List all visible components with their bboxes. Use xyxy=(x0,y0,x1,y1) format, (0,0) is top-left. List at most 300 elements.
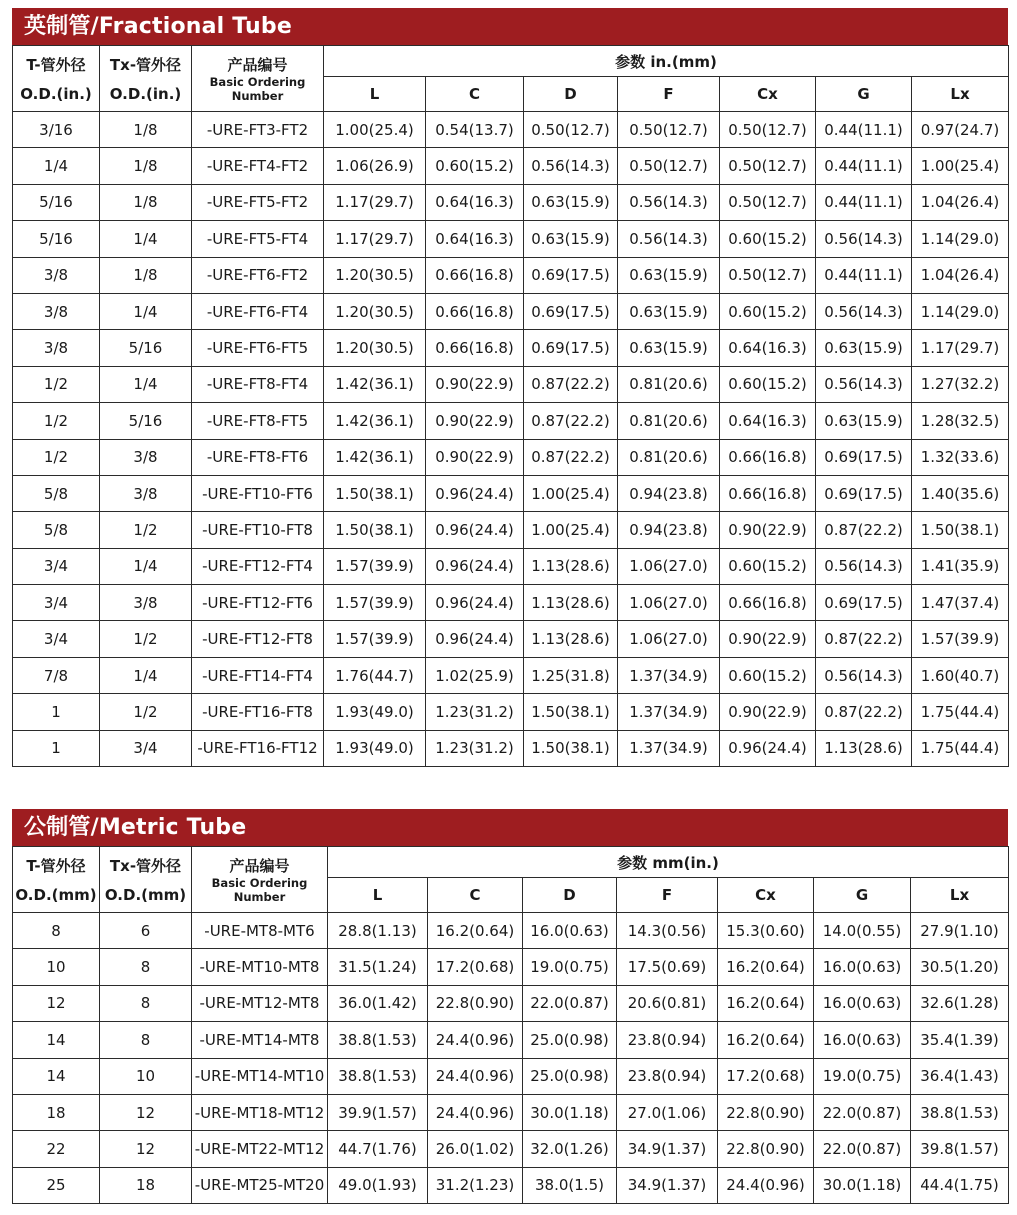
table-cell: 1/8 xyxy=(100,148,192,184)
table-cell: 12 xyxy=(100,1094,192,1130)
table-cell: 1.42(36.1) xyxy=(324,439,426,475)
table-row xyxy=(13,439,1009,475)
table-cell: 26.0(1.02) xyxy=(428,1131,523,1167)
table-cell: 0.56(14.3) xyxy=(816,366,912,402)
table-cell: 1.06(27.0) xyxy=(618,585,720,621)
table-cell: -URE-FT12-FT8 xyxy=(192,621,324,657)
table-cell: -URE-FT14-FT4 xyxy=(192,657,324,693)
table-cell: 0.69(17.5) xyxy=(524,330,618,366)
table-cell: 1/2 xyxy=(100,694,192,730)
table-cell: 0.44(11.1) xyxy=(816,184,912,220)
table-cell: 0.56(14.3) xyxy=(524,148,618,184)
table-cell: 1.57(39.9) xyxy=(324,585,426,621)
table-cell: 3/4 xyxy=(13,621,100,657)
param-col-header-g: G xyxy=(816,77,912,112)
table-cell: 1.14(29.0) xyxy=(912,221,1009,257)
table-cell: 0.63(15.9) xyxy=(524,184,618,220)
param-col-header-f: F xyxy=(617,878,718,913)
table-cell: 23.8(0.94) xyxy=(617,1022,718,1058)
table-cell: 25.0(0.98) xyxy=(523,1022,617,1058)
table-cell: 0.69(17.5) xyxy=(816,439,912,475)
table-cell: 0.56(14.3) xyxy=(816,293,912,329)
table-cell: 0.87(22.2) xyxy=(816,621,912,657)
table-cell: 14.0(0.55) xyxy=(814,913,911,949)
table-cell: 0.50(12.7) xyxy=(618,148,720,184)
metric-tube-section xyxy=(12,809,1008,1204)
table-cell: 5/8 xyxy=(13,475,100,511)
table-cell: 0.96(24.4) xyxy=(426,548,524,584)
table-cell: 0.64(16.3) xyxy=(426,221,524,257)
table-cell: 0.96(24.4) xyxy=(720,730,816,766)
table-cell: 10 xyxy=(100,1058,192,1094)
table-cell: 0.96(24.4) xyxy=(426,512,524,548)
table-cell: 1.93(49.0) xyxy=(324,694,426,730)
table-row xyxy=(13,257,1009,293)
table-cell: 3/8 xyxy=(100,475,192,511)
table-cell: 1.13(28.6) xyxy=(816,730,912,766)
table-cell: -URE-FT10-FT6 xyxy=(192,475,324,511)
table-cell: 1.23(31.2) xyxy=(426,694,524,730)
table-cell: 16.0(0.63) xyxy=(814,949,911,985)
table-cell: 25.0(0.98) xyxy=(523,1058,617,1094)
table-cell: 0.56(14.3) xyxy=(816,657,912,693)
table-row xyxy=(13,913,1009,949)
table-cell: 1.47(37.4) xyxy=(912,585,1009,621)
param-col-header-c: C xyxy=(426,77,524,112)
table-cell: 0.90(22.9) xyxy=(720,694,816,730)
param-col-header-lx: Lx xyxy=(912,77,1009,112)
table-cell: 0.66(16.8) xyxy=(426,293,524,329)
table-cell: -URE-FT16-FT8 xyxy=(192,694,324,730)
param-col-header-l: L xyxy=(324,77,426,112)
table-cell: 30.5(1.20) xyxy=(911,949,1009,985)
table-cell: 0.81(20.6) xyxy=(618,366,720,402)
table-cell: 0.69(17.5) xyxy=(816,475,912,511)
table-cell: 8 xyxy=(100,985,192,1021)
table-row xyxy=(13,148,1009,184)
params-header: 参数 in.(mm) xyxy=(324,46,1009,77)
table-cell: 49.0(1.93) xyxy=(328,1167,428,1203)
table-cell: 5/16 xyxy=(100,330,192,366)
table-cell: 0.50(12.7) xyxy=(720,112,816,148)
table-cell: 1/4 xyxy=(100,366,192,402)
table-row xyxy=(13,403,1009,439)
param-col-header-l: L xyxy=(328,878,428,913)
table-cell: 16.2(0.64) xyxy=(428,913,523,949)
table-cell: 1/2 xyxy=(13,366,100,402)
table-cell: -URE-MT25-MT20 xyxy=(192,1167,328,1203)
fractional-table xyxy=(12,45,1009,767)
table-row xyxy=(13,293,1009,329)
table-cell: 1.06(27.0) xyxy=(618,621,720,657)
table-cell: 1/2 xyxy=(13,403,100,439)
table-cell: 22.8(0.90) xyxy=(428,985,523,1021)
table-cell: 1.57(39.9) xyxy=(324,548,426,584)
table-row xyxy=(13,657,1009,693)
table-cell: -URE-MT14-MT8 xyxy=(192,1022,328,1058)
param-col-header-g: G xyxy=(814,878,911,913)
metric-table xyxy=(12,846,1009,1204)
table-row xyxy=(13,730,1009,766)
table-cell: -URE-FT8-FT6 xyxy=(192,439,324,475)
table-row xyxy=(13,512,1009,548)
table-cell: 0.97(24.7) xyxy=(912,112,1009,148)
table-cell: 0.60(15.2) xyxy=(720,293,816,329)
table-cell: 1.37(34.9) xyxy=(618,657,720,693)
table-cell: -URE-MT22-MT12 xyxy=(192,1131,328,1167)
table-cell: 0.96(24.4) xyxy=(426,585,524,621)
table-cell: 35.4(1.39) xyxy=(911,1022,1009,1058)
table-cell: 30.0(1.18) xyxy=(523,1094,617,1130)
table-cell: 1.50(38.1) xyxy=(324,475,426,511)
table-cell: 31.2(1.23) xyxy=(428,1167,523,1203)
table-cell: 1.06(26.9) xyxy=(324,148,426,184)
param-col-header-cx: Cx xyxy=(718,878,814,913)
table-cell: 0.50(12.7) xyxy=(720,257,816,293)
table-cell: 27.0(1.06) xyxy=(617,1094,718,1130)
table-cell: 1/4 xyxy=(100,221,192,257)
table-cell: 24.4(0.96) xyxy=(428,1094,523,1130)
table-cell: 28.8(1.13) xyxy=(328,913,428,949)
table-cell: 0.56(14.3) xyxy=(816,221,912,257)
table-cell: 0.60(15.2) xyxy=(720,366,816,402)
table-cell: 8 xyxy=(100,1022,192,1058)
table-cell: 0.60(15.2) xyxy=(720,548,816,584)
table-cell: -URE-FT5-FT2 xyxy=(192,184,324,220)
table-cell: 1.28(32.5) xyxy=(912,403,1009,439)
table-cell: -URE-FT6-FT2 xyxy=(192,257,324,293)
table-cell: 1.20(30.5) xyxy=(324,293,426,329)
tx-od-header: Tx-管外径 O.D.(in.) xyxy=(100,46,192,112)
table-cell: 32.0(1.26) xyxy=(523,1131,617,1167)
table-cell: 22.0(0.87) xyxy=(814,1131,911,1167)
table-cell: 1.17(29.7) xyxy=(324,184,426,220)
table-cell: 14 xyxy=(13,1058,100,1094)
table-cell: 0.60(15.2) xyxy=(720,221,816,257)
table-cell: 1.17(29.7) xyxy=(912,330,1009,366)
table-cell: 22.8(0.90) xyxy=(718,1094,814,1130)
table-cell: -URE-FT6-FT4 xyxy=(192,293,324,329)
table-cell: 0.96(24.4) xyxy=(426,475,524,511)
table-cell: 1.17(29.7) xyxy=(324,221,426,257)
table-cell: 0.44(11.1) xyxy=(816,112,912,148)
table-cell: 14 xyxy=(13,1022,100,1058)
table-cell: 1/8 xyxy=(100,257,192,293)
table-cell: 8 xyxy=(13,913,100,949)
table-cell: 0.87(22.2) xyxy=(816,512,912,548)
table-cell: 1.00(25.4) xyxy=(912,148,1009,184)
table-cell: 23.8(0.94) xyxy=(617,1058,718,1094)
table-cell: 1.42(36.1) xyxy=(324,403,426,439)
table-cell: 22.8(0.90) xyxy=(718,1131,814,1167)
table-cell: 16.2(0.64) xyxy=(718,1022,814,1058)
table-cell: 0.66(16.8) xyxy=(426,330,524,366)
table-cell: 0.63(15.9) xyxy=(618,330,720,366)
table-cell: -URE-MT8-MT6 xyxy=(192,913,328,949)
table-cell: 0.54(13.7) xyxy=(426,112,524,148)
table-cell: 15.3(0.60) xyxy=(718,913,814,949)
table-cell: 38.8(1.53) xyxy=(911,1094,1009,1130)
table-cell: 1.50(38.1) xyxy=(524,730,618,766)
table-row xyxy=(13,585,1009,621)
table-cell: 3/4 xyxy=(100,730,192,766)
table-cell: 3/8 xyxy=(100,585,192,621)
table-cell: 30.0(1.18) xyxy=(814,1167,911,1203)
table-cell: 19.0(0.75) xyxy=(814,1058,911,1094)
table-cell: 36.4(1.43) xyxy=(911,1058,1009,1094)
table-cell: -URE-FT3-FT2 xyxy=(192,112,324,148)
table-row xyxy=(13,330,1009,366)
table-cell: 16.0(0.63) xyxy=(814,985,911,1021)
table-cell: 1/2 xyxy=(100,512,192,548)
table-cell: 24.4(0.96) xyxy=(428,1022,523,1058)
table-cell: -URE-FT6-FT5 xyxy=(192,330,324,366)
table-cell: 18 xyxy=(13,1094,100,1130)
table-cell: 0.56(14.3) xyxy=(816,548,912,584)
table-cell: 0.69(17.5) xyxy=(816,585,912,621)
table-cell: 1.20(30.5) xyxy=(324,330,426,366)
table-cell: 0.64(16.3) xyxy=(720,403,816,439)
table-cell: 22 xyxy=(13,1131,100,1167)
param-col-header-lx: Lx xyxy=(911,878,1009,913)
table-cell: -URE-FT12-FT4 xyxy=(192,548,324,584)
table-cell: 31.5(1.24) xyxy=(328,949,428,985)
table-row xyxy=(13,1167,1009,1203)
table-cell: 24.4(0.96) xyxy=(428,1058,523,1094)
table-cell: 3/8 xyxy=(13,293,100,329)
table-cell: 12 xyxy=(100,1131,192,1167)
t-od-header: T-管外径 O.D.(mm) xyxy=(13,847,100,913)
table-cell: -URE-FT16-FT12 xyxy=(192,730,324,766)
table-cell: 0.56(14.3) xyxy=(618,184,720,220)
table-cell: 1/2 xyxy=(100,621,192,657)
table-cell: 1.04(26.4) xyxy=(912,257,1009,293)
table-cell: 1.57(39.9) xyxy=(912,621,1009,657)
table-cell: 1.40(35.6) xyxy=(912,475,1009,511)
table-cell: 3/16 xyxy=(13,112,100,148)
table-cell: 25 xyxy=(13,1167,100,1203)
table-cell: 0.64(16.3) xyxy=(426,184,524,220)
table-cell: 16.2(0.64) xyxy=(718,949,814,985)
table-cell: 1.13(28.6) xyxy=(524,621,618,657)
t-od-header: T-管外径 O.D.(in.) xyxy=(13,46,100,112)
table-cell: 10 xyxy=(13,949,100,985)
table-cell: 0.63(15.9) xyxy=(618,257,720,293)
table-cell: 1.20(30.5) xyxy=(324,257,426,293)
table-cell: 17.2(0.68) xyxy=(718,1058,814,1094)
table-row xyxy=(13,949,1009,985)
table-row xyxy=(13,694,1009,730)
table-cell: 0.50(12.7) xyxy=(720,148,816,184)
table-cell: 5/8 xyxy=(13,512,100,548)
table-cell: 44.4(1.75) xyxy=(911,1167,1009,1203)
table-row xyxy=(13,1094,1009,1130)
table-cell: 1.13(28.6) xyxy=(524,585,618,621)
table-cell: 0.69(17.5) xyxy=(524,257,618,293)
table-cell: -URE-FT8-FT5 xyxy=(192,403,324,439)
table-row xyxy=(13,221,1009,257)
table-cell: 1 xyxy=(13,694,100,730)
table-cell: 8 xyxy=(100,949,192,985)
table-row xyxy=(13,985,1009,1021)
table-cell: 16.2(0.64) xyxy=(718,985,814,1021)
table-cell: 0.90(22.9) xyxy=(720,512,816,548)
table-cell: 18 xyxy=(100,1167,192,1203)
table-cell: 1.27(32.2) xyxy=(912,366,1009,402)
table-cell: 0.87(22.2) xyxy=(524,366,618,402)
table-row xyxy=(13,1131,1009,1167)
table-cell: 1.00(25.4) xyxy=(524,512,618,548)
table-row xyxy=(13,366,1009,402)
table-cell: 0.60(15.2) xyxy=(720,657,816,693)
table-cell: 3/4 xyxy=(13,585,100,621)
table-cell: 1.02(25.9) xyxy=(426,657,524,693)
table-cell: 0.66(16.8) xyxy=(720,585,816,621)
table-cell: 20.6(0.81) xyxy=(617,985,718,1021)
table-cell: 0.63(15.9) xyxy=(816,403,912,439)
table-cell: 38.8(1.53) xyxy=(328,1058,428,1094)
table-cell: 12 xyxy=(13,985,100,1021)
table-cell: -URE-FT10-FT8 xyxy=(192,512,324,548)
fractional-tube-section xyxy=(12,8,1008,767)
table-cell: -URE-MT14-MT10 xyxy=(192,1058,328,1094)
table-cell: 1.75(44.4) xyxy=(912,694,1009,730)
param-col-header-d: D xyxy=(524,77,618,112)
table-cell: 1/8 xyxy=(100,112,192,148)
table-cell: 0.50(12.7) xyxy=(524,112,618,148)
table-cell: 3/4 xyxy=(13,548,100,584)
table-cell: 17.2(0.68) xyxy=(428,949,523,985)
table-cell: 0.90(22.9) xyxy=(426,403,524,439)
product-number-header: 产品编号 Basic Ordering Number xyxy=(192,46,324,112)
table-cell: 0.94(23.8) xyxy=(618,475,720,511)
table-cell: 1/4 xyxy=(13,148,100,184)
table-cell: 1.32(33.6) xyxy=(912,439,1009,475)
table-cell: 0.66(16.8) xyxy=(720,439,816,475)
table-cell: 1.57(39.9) xyxy=(324,621,426,657)
table-cell: 1/8 xyxy=(100,184,192,220)
table-cell: 16.0(0.63) xyxy=(814,1022,911,1058)
table-cell: 0.64(16.3) xyxy=(720,330,816,366)
table-cell: 22.0(0.87) xyxy=(523,985,617,1021)
table-cell: -URE-MT10-MT8 xyxy=(192,949,328,985)
table-cell: 1.60(40.7) xyxy=(912,657,1009,693)
table-cell: 1/4 xyxy=(100,293,192,329)
table-cell: 3/8 xyxy=(13,330,100,366)
table-cell: 0.60(15.2) xyxy=(426,148,524,184)
table-cell: 0.63(15.9) xyxy=(816,330,912,366)
table-cell: 1.00(25.4) xyxy=(524,475,618,511)
table-cell: 0.87(22.2) xyxy=(524,403,618,439)
table-cell: 0.81(20.6) xyxy=(618,403,720,439)
table-cell: 36.0(1.42) xyxy=(328,985,428,1021)
table-cell: 1.25(31.8) xyxy=(524,657,618,693)
param-col-header-c: C xyxy=(428,878,523,913)
table-cell: 1.41(35.9) xyxy=(912,548,1009,584)
table-row xyxy=(13,1022,1009,1058)
table-cell: 38.0(1.5) xyxy=(523,1167,617,1203)
table-cell: 0.44(11.1) xyxy=(816,257,912,293)
table-cell: 44.7(1.76) xyxy=(328,1131,428,1167)
table-cell: 1.42(36.1) xyxy=(324,366,426,402)
table-cell: 0.66(16.8) xyxy=(426,257,524,293)
table-cell: 1.13(28.6) xyxy=(524,548,618,584)
table-cell: 0.90(22.9) xyxy=(720,621,816,657)
table-cell: 22.0(0.87) xyxy=(814,1094,911,1130)
table-cell: 24.4(0.96) xyxy=(718,1167,814,1203)
table-cell: 1/4 xyxy=(100,548,192,584)
table-cell: -URE-FT12-FT6 xyxy=(192,585,324,621)
table-cell: 0.66(16.8) xyxy=(720,475,816,511)
table-cell: 14.3(0.56) xyxy=(617,913,718,949)
tx-od-header: Tx-管外径 O.D.(mm) xyxy=(100,847,192,913)
table-cell: 1.76(44.7) xyxy=(324,657,426,693)
table-cell: 0.87(22.2) xyxy=(524,439,618,475)
table-cell: 1.50(38.1) xyxy=(324,512,426,548)
table-cell: -URE-FT8-FT4 xyxy=(192,366,324,402)
table-cell: -URE-MT12-MT8 xyxy=(192,985,328,1021)
table-cell: 27.9(1.10) xyxy=(911,913,1009,949)
table-cell: 6 xyxy=(100,913,192,949)
table-cell: 0.56(14.3) xyxy=(618,221,720,257)
table-row xyxy=(13,1058,1009,1094)
table-row xyxy=(13,112,1009,148)
table-cell: 5/16 xyxy=(13,184,100,220)
table-cell: 1.00(25.4) xyxy=(324,112,426,148)
table-cell: 1/4 xyxy=(100,657,192,693)
table-cell: 0.50(12.7) xyxy=(618,112,720,148)
table-cell: 0.94(23.8) xyxy=(618,512,720,548)
table-cell: 1.37(34.9) xyxy=(618,730,720,766)
table-cell: 0.63(15.9) xyxy=(524,221,618,257)
table-cell: 1.04(26.4) xyxy=(912,184,1009,220)
table-cell: 1.06(27.0) xyxy=(618,548,720,584)
table-cell: 1.37(34.9) xyxy=(618,694,720,730)
table-cell: 1.50(38.1) xyxy=(912,512,1009,548)
table-cell: 3/8 xyxy=(100,439,192,475)
table-row xyxy=(13,548,1009,584)
table-cell: 1.14(29.0) xyxy=(912,293,1009,329)
param-col-header-cx: Cx xyxy=(720,77,816,112)
table-row xyxy=(13,475,1009,511)
table-cell: 3/8 xyxy=(13,257,100,293)
table-row xyxy=(13,184,1009,220)
table-cell: 1.75(44.4) xyxy=(912,730,1009,766)
params-header: 参数 mm(in.) xyxy=(328,847,1009,878)
table-cell: 0.96(24.4) xyxy=(426,621,524,657)
table-cell: 0.90(22.9) xyxy=(426,366,524,402)
fractional-title: 英制管/Fractional Tube xyxy=(12,8,1008,45)
table-cell: 32.6(1.28) xyxy=(911,985,1009,1021)
table-cell: 39.9(1.57) xyxy=(328,1094,428,1130)
table-cell: -URE-FT5-FT4 xyxy=(192,221,324,257)
param-col-header-d: D xyxy=(523,878,617,913)
table-cell: 1.93(49.0) xyxy=(324,730,426,766)
table-cell: 1 xyxy=(13,730,100,766)
table-cell: 0.90(22.9) xyxy=(426,439,524,475)
table-cell: 7/8 xyxy=(13,657,100,693)
table-cell: 16.0(0.63) xyxy=(523,913,617,949)
table-cell: 5/16 xyxy=(13,221,100,257)
table-cell: 0.63(15.9) xyxy=(618,293,720,329)
metric-title: 公制管/Metric Tube xyxy=(12,809,1008,846)
table-cell: 0.69(17.5) xyxy=(524,293,618,329)
table-cell: 17.5(0.69) xyxy=(617,949,718,985)
table-cell: 34.9(1.37) xyxy=(617,1131,718,1167)
table-cell: -URE-MT18-MT12 xyxy=(192,1094,328,1130)
product-number-header: 产品编号 Basic Ordering Number xyxy=(192,847,328,913)
table-cell: 0.87(22.2) xyxy=(816,694,912,730)
